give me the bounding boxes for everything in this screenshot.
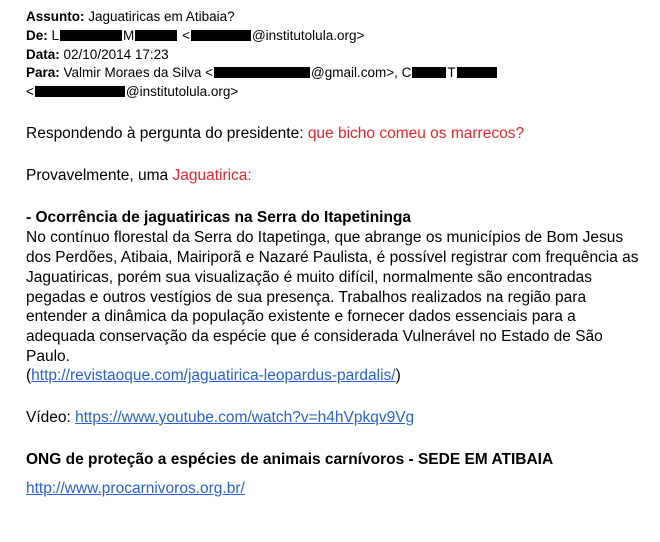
ong-title: ONG de proteção a espécies de animais carnívoros - SEDE EM ATIBAIA (26, 451, 554, 468)
header-row-to-continued (26, 83, 642, 101)
to-name: Valmir Moraes da Silva < (63, 65, 213, 81)
second-highlight: Jaguatirica: (172, 167, 252, 185)
to-extra-initial: T (447, 65, 456, 81)
header-row-date (26, 46, 642, 64)
source-paren-open: ( (26, 367, 32, 385)
spacer (0, 102, 660, 124)
paragraph-second (26, 166, 642, 186)
ong-link[interactable]: http://www.procarnivoros.org.br/ (26, 479, 245, 497)
video-line (26, 408, 642, 428)
subject-label: Assunto: (26, 9, 85, 24)
from-middle-initial: M (123, 27, 135, 43)
redaction-bar (35, 86, 125, 97)
spacer (26, 470, 642, 479)
date-value: 02/10/2014 17:23 (63, 46, 169, 62)
source-paren-close: ) (395, 367, 401, 385)
header-row-subject (26, 8, 642, 26)
subject-value: Jaguatiricas em Atibaia? (88, 9, 235, 24)
ong-link-line (26, 479, 642, 499)
email-body (0, 124, 660, 499)
spacer (26, 144, 642, 166)
to-angle-open: < (26, 84, 34, 100)
to-domain-2: @institutolula.org> (125, 84, 239, 100)
source-line (26, 366, 642, 386)
intro-question: que bicho comeu os marrecos? (307, 125, 525, 143)
redaction-bar (457, 67, 497, 78)
email-header-block (0, 0, 660, 101)
redaction-bar (135, 30, 177, 41)
spacer (26, 386, 642, 408)
from-label: De: (26, 27, 48, 43)
section-body: No contínuo florestal da Serra do Itapetinga, que abrange os municípios de Bom Jesus dos Perdões, Atibaia, Mairiporã e Nazaré Paulista, é possível registrar com frequência as Jaguatiricas, porém sua visualização é muito difícil, normalmente são encontradas pegadas e outros vestígios de sua presença. Trabalhos realizados na região para entender a dinâmica da população existente e fornecer dados essenciais para a adequada conservação da espécie que é considerada Vulnerável no Estado de São Paulo. (26, 229, 639, 365)
intro-text: Respondendo à pergunta do presidente: (26, 125, 308, 143)
second-text: Provavelmente, uma (26, 167, 173, 185)
paragraph-intro (26, 124, 642, 144)
from-prefix: L (51, 27, 60, 43)
to-label: Para: (26, 65, 60, 81)
video-link[interactable]: https://www.youtube.com/watch?v=h4hVpkqv9Vg (75, 408, 415, 426)
date-label: Data: (26, 46, 60, 62)
redaction-bar (412, 67, 446, 78)
header-row-to (26, 64, 642, 82)
source-link[interactable]: http://revistaoque.com/jaguatirica-leopardus-pardalis/ (31, 367, 396, 385)
to-domain-1: @gmail.com>, C (310, 65, 412, 81)
from-domain: @institutolula.org> (251, 27, 365, 43)
spacer (26, 186, 642, 208)
spacer (26, 428, 642, 450)
header-row-from (26, 27, 642, 45)
video-label: Vídeo: (26, 408, 76, 426)
from-angle-open: < (182, 27, 190, 43)
redaction-bar (214, 67, 310, 78)
section-title: - Ocorrência de jaguatiricas na Serra do Itapetininga (26, 209, 412, 227)
redaction-bar (60, 30, 122, 41)
redaction-bar (191, 30, 251, 41)
